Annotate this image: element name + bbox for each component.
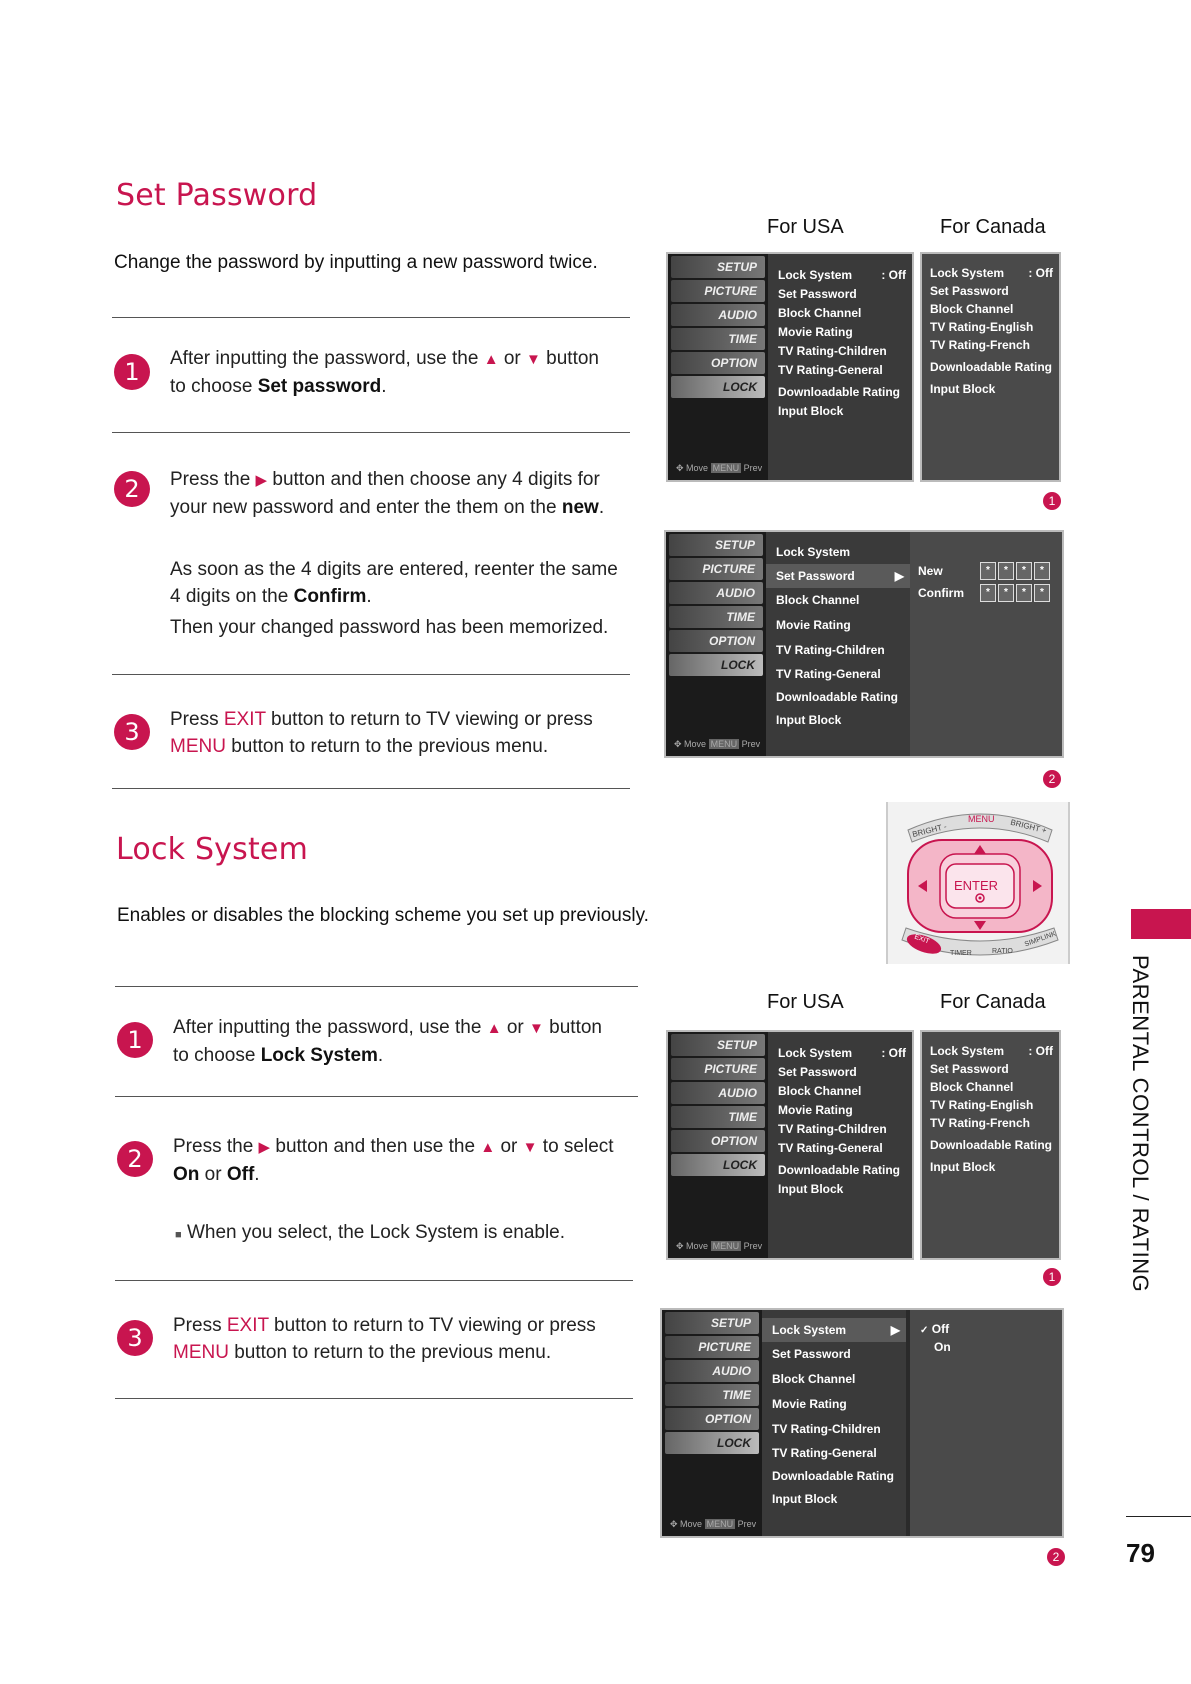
step-number: 2	[114, 471, 150, 507]
osd-item: Block Channel	[772, 1372, 856, 1386]
osd-item: Input Block	[772, 1492, 838, 1506]
osd-item: Input Block	[930, 382, 996, 396]
osd-foot: ✥ Move MENU Prev	[670, 1519, 757, 1529]
osd-item: TV Rating-Children	[778, 1122, 887, 1136]
set-password-step2-confirm: As soon as the 4 digits are entered, reenter the same 4 digits on the Confirm.	[170, 559, 618, 607]
osd-item: TV Rating-Children	[776, 643, 885, 657]
osd-item: Movie Rating	[778, 1103, 853, 1117]
divider	[115, 1096, 638, 1097]
osd-menu-password	[664, 530, 1064, 758]
remote-simplink-button[interactable]: SIMPLINK	[1023, 930, 1057, 949]
osd-item: Lock System : Off	[930, 266, 1053, 280]
up-arrow-icon: ▲	[486, 1020, 502, 1037]
remote-exit-button[interactable]: EXIT	[913, 933, 931, 946]
osd-foot: ✥ Move MENU Prev	[676, 463, 763, 473]
osd-menu-canada	[920, 252, 1061, 482]
osd-item: Set Password	[772, 1347, 851, 1361]
right-arrow-icon: ▶	[894, 569, 904, 583]
figure-badge: 1	[1043, 492, 1061, 510]
set-password-step2: Press the ▶ button and then choose any 4 digits for your new password and enter the them on the new.	[170, 469, 605, 518]
divider	[115, 1398, 633, 1399]
osd-item: Block Channel	[778, 1084, 862, 1098]
osd-item: TV Rating-General	[778, 1141, 883, 1155]
osd-side-lock: LOCK	[671, 1154, 765, 1176]
osd-item: Set Password	[930, 1062, 1009, 1076]
lock-system-step2: Press the ▶ button and then use the ▲ or ▼ to select On or Off.	[173, 1136, 614, 1185]
osd-side-picture: PICTURE	[671, 1058, 765, 1080]
password-new-row	[918, 564, 1062, 586]
right-arrow-icon: ▶	[258, 1139, 271, 1156]
osd-item: Downloadable Rating	[778, 385, 901, 399]
osd-side-audio: AUDIO	[671, 1082, 765, 1104]
osd-side-menu	[666, 532, 766, 756]
osd-item: Movie Rating	[778, 325, 853, 339]
caption-canada: For Canada	[940, 991, 1046, 1013]
osd-side-audio: AUDIO	[669, 582, 763, 604]
osd-item: TV Rating-Children	[772, 1422, 881, 1436]
osd-side-option: OPTION	[671, 352, 765, 374]
osd-item: Lock System : Off	[778, 1046, 906, 1060]
set-password-step3: Press EXIT button to return to TV viewing or press MENU button to return to the previous menu.	[170, 709, 593, 757]
divider	[112, 317, 630, 318]
right-arrow-icon: ▶	[890, 1323, 900, 1337]
osd-side-setup: SETUP	[665, 1312, 759, 1334]
osd-side-time: TIME	[671, 1106, 765, 1128]
divider	[112, 788, 630, 789]
osd-item: Input Block	[930, 1160, 996, 1174]
osd-item-selected: Set Password ▶	[766, 564, 910, 588]
remote-bright-minus[interactable]: BRIGHT -	[911, 821, 948, 840]
osd-item: Block Channel	[778, 306, 862, 320]
down-arrow-icon: ▼	[526, 351, 541, 368]
lock-option-off[interactable]: ✓ Off	[920, 1322, 950, 1336]
step-number: 3	[117, 1320, 153, 1356]
osd-item: Block Channel	[930, 1080, 1014, 1094]
osd-side-audio: AUDIO	[671, 304, 765, 326]
divider	[115, 1280, 633, 1281]
lock-system-step1: After inputting the password, use the ▲ or ▼ button to choose Lock System.	[173, 1017, 602, 1066]
up-arrow-icon: ▲	[483, 351, 499, 368]
osd-side-audio: AUDIO	[665, 1360, 759, 1382]
osd-item: TV Rating-Children	[778, 344, 887, 358]
osd-item: Set Password	[778, 287, 857, 301]
password-entry-panel	[910, 532, 1062, 756]
set-password-step2-memorized: Then your changed password has been memorized.	[170, 617, 609, 638]
remote-ratio-button[interactable]: RATIO	[992, 948, 1013, 955]
osd-side-setup: SETUP	[669, 534, 763, 556]
osd-item: Block Channel	[776, 593, 860, 607]
osd-item: TV Rating-English	[930, 1098, 1034, 1112]
osd-menu-lock-toggle	[660, 1308, 1064, 1538]
osd-foot: ✥ Move MENU Prev	[676, 1241, 763, 1251]
figure-badge: 2	[1047, 1548, 1065, 1566]
figure-badge: 2	[1043, 770, 1061, 788]
password-confirm-label: Confirm	[918, 586, 964, 600]
osd-item: TV Rating-French	[930, 1116, 1031, 1130]
osd-item: Downloadable Rating	[930, 1138, 1053, 1152]
osd-side-menu	[668, 1032, 768, 1258]
up-arrow-icon: ▲	[480, 1139, 496, 1156]
bullet-icon: ■	[175, 1229, 182, 1241]
osd-item: Movie Rating	[776, 618, 851, 632]
caption-usa: For USA	[767, 216, 844, 238]
osd-side-menu	[668, 254, 768, 480]
osd-item-selected: Lock System ▶	[762, 1318, 906, 1342]
right-arrow-icon: ▶	[255, 472, 268, 489]
osd-list	[768, 1032, 912, 1258]
osd-item: Downloadable Rating	[930, 360, 1053, 374]
remote-timer-button[interactable]: TIMER	[950, 950, 972, 957]
divider	[1126, 1516, 1191, 1517]
caption-usa: For USA	[767, 991, 844, 1013]
remote-illustration	[886, 802, 1070, 964]
osd-list	[766, 532, 910, 756]
osd-item: Lock System	[776, 545, 851, 559]
set-password-lead: Change the password by inputting a new password twice.	[114, 252, 598, 273]
step-number: 2	[117, 1141, 153, 1177]
osd-item: Downloadable Rating	[772, 1469, 895, 1483]
down-arrow-icon: ▼	[529, 1020, 544, 1037]
osd-item: Input Block	[778, 1182, 844, 1196]
lock-system-step3: Press EXIT button to return to TV viewing or press MENU button to return to the previous menu.	[173, 1315, 596, 1363]
osd-side-picture: PICTURE	[665, 1336, 759, 1358]
osd-side-setup: SETUP	[671, 256, 765, 278]
osd-side-lock: LOCK	[671, 376, 765, 398]
lock-toggle-panel	[910, 1310, 1062, 1536]
figure-badge: 1	[1043, 1268, 1061, 1286]
osd-item: TV Rating-General	[772, 1446, 877, 1460]
remote-menu-label[interactable]: MENU	[968, 814, 995, 824]
step-number: 3	[114, 714, 150, 750]
osd-item: Lock System : Off	[930, 1044, 1053, 1058]
osd-item: Block Channel	[930, 302, 1014, 316]
osd-item: TV Rating-French	[930, 338, 1031, 352]
osd-item: Input Block	[778, 404, 844, 418]
set-password-title: Set Password	[116, 178, 318, 213]
osd-item: Input Block	[776, 713, 842, 727]
osd-item: Lock System : Off	[778, 268, 906, 282]
osd-side-lock: LOCK	[669, 654, 763, 676]
remote-bright-plus[interactable]: BRIGHT +	[1009, 817, 1048, 836]
osd-menu-usa	[666, 252, 914, 482]
osd-item: Set Password	[778, 1065, 857, 1079]
osd-side-time: TIME	[669, 606, 763, 628]
osd-side-lock: LOCK	[665, 1432, 759, 1454]
password-confirm-digits[interactable]: * * * *	[980, 584, 1052, 602]
osd-list	[768, 254, 912, 480]
osd-item: TV Rating-General	[778, 363, 883, 377]
page-number: 79	[1126, 1538, 1155, 1568]
osd-side-menu	[662, 1310, 762, 1536]
down-arrow-icon: ▼	[522, 1139, 538, 1156]
osd-foot: ✥ Move MENU Prev	[674, 739, 761, 749]
divider	[112, 674, 630, 675]
osd-list	[762, 1310, 906, 1536]
password-new-digits[interactable]: * * * *	[980, 562, 1052, 580]
step-number: 1	[117, 1022, 153, 1058]
osd-side-time: TIME	[671, 328, 765, 350]
lock-system-note: ■ When you select, the Lock System is enable.	[175, 1222, 566, 1243]
remote-enter-button[interactable]: ENTER	[954, 878, 999, 893]
osd-side-option: OPTION	[665, 1408, 759, 1430]
divider	[115, 986, 638, 987]
osd-menu-canada	[920, 1030, 1061, 1260]
osd-side-setup: SETUP	[671, 1034, 765, 1056]
lock-option-on[interactable]: On	[934, 1340, 951, 1354]
osd-item: Downloadable Rating	[778, 1163, 901, 1177]
osd-item: Movie Rating	[772, 1397, 847, 1411]
password-new-label: New	[918, 564, 943, 578]
osd-side-option: OPTION	[669, 630, 763, 652]
osd-item: TV Rating-English	[930, 320, 1034, 334]
osd-side-option: OPTION	[671, 1130, 765, 1152]
section-label: PARENTAL CONTROL / RATING	[1128, 955, 1153, 1293]
osd-side-picture: PICTURE	[671, 280, 765, 302]
caption-canada: For Canada	[940, 216, 1046, 238]
lock-system-lead: Enables or disables the blocking scheme you set up previously.	[117, 905, 649, 926]
osd-item: Set Password	[930, 284, 1009, 298]
osd-side-time: TIME	[665, 1384, 759, 1406]
divider	[112, 432, 630, 433]
osd-menu-usa	[666, 1030, 914, 1260]
lock-system-title: Lock System	[116, 832, 309, 867]
password-confirm-row	[918, 586, 1062, 608]
osd-item: TV Rating-General	[776, 667, 881, 681]
step-number: 1	[114, 354, 150, 390]
osd-side-picture: PICTURE	[669, 558, 763, 580]
check-icon: ✓	[920, 1325, 929, 1336]
osd-item: Downloadable Rating	[776, 690, 899, 704]
section-tab	[1131, 909, 1191, 939]
set-password-step1: After inputting the password, use the ▲ or ▼ button to choose Set password.	[170, 348, 599, 397]
